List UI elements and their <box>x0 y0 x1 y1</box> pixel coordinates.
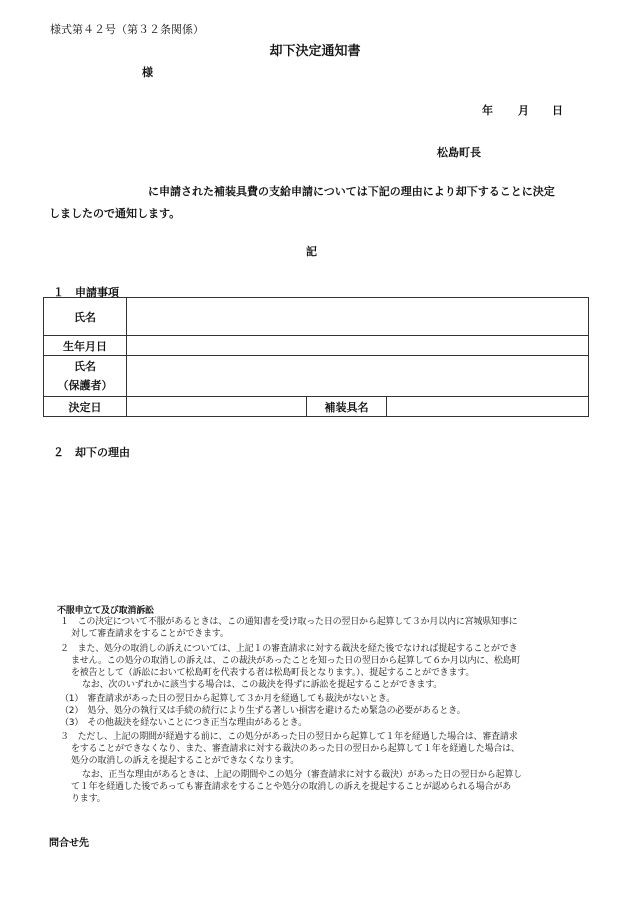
addressee-suffix: 様 <box>142 66 153 79</box>
section2-heading: ２ 却下の理由 <box>53 446 130 459</box>
label-decision-date: 決定日 <box>44 397 127 417</box>
value-name <box>127 298 589 336</box>
appeal-title: 不服申立て及び取消訴訟 <box>57 606 154 616</box>
appeal-line: 処分の取消しの訴えを提起することができなくなります。 <box>71 756 300 766</box>
appeal-line: なお、次のいずれかに該当する場合は、この裁決を得ずに訴訟を提起することができます。 <box>82 680 443 690</box>
notice-body-line2: しましたので通知します。 <box>49 207 181 220</box>
appeal-line: ります。 <box>71 794 106 804</box>
appeal-line: をすることができなくなり、また、審査請求に対する裁決のあった日の翌日から起算して１年を経過した場合は、 <box>71 744 520 754</box>
appeal-line: て１年を経過した後であっても審査請求をすることや処分の取消しの訴えを提起することが認められる場合があ <box>71 782 511 792</box>
label-birth: 生年月日 <box>44 336 127 356</box>
value-birth <box>127 336 589 356</box>
appeal-line: （2） 処分、処分の執行又は手続の続行により生ずる著しい損害を避けるため緊急の必要があるとき。 <box>60 706 466 716</box>
appeal-line: ません。この処分の取消しの訴えは、この裁決があったことを知った日の翌日から起算して６か月以内に、松島町 <box>71 656 521 666</box>
label-guardian: （保護者） <box>57 379 113 392</box>
date-day: 日 <box>552 104 563 117</box>
label-device: 補装具名 <box>307 397 387 417</box>
value-device <box>387 397 589 417</box>
appeal-line: （1） 審査請求があった日の翌日から起算して３か月を経過しても裁決がないとき。 <box>60 694 395 704</box>
contact-label: 問合せ先 <box>49 838 89 849</box>
section1-heading: １ 申請事項 <box>53 286 119 299</box>
application-table <box>43 297 589 417</box>
label-name: 氏名 <box>44 298 127 336</box>
appeal-line: を被告として（訴訟において松島町を代表する者は松島町長となります。）、提起することができます。 <box>71 668 475 678</box>
appeal-line: ３ ただし、上記の期間が経過する前に、この処分があった日の翌日から起算して１年を経過した場合は、審査請求 <box>60 732 518 742</box>
row-guardian <box>44 356 589 397</box>
appeal-line: 対して審査請求をすることができます。 <box>71 629 229 639</box>
label-guardian-cell <box>44 356 127 397</box>
appeal-line: （3） その他裁決を経ないことにつき正当な理由があるとき。 <box>60 718 307 728</box>
appeal-line: なお、正当な理由があるときは、上記の期間やこの処分（審査請求に対する裁決）があった日の翌日から起算し <box>82 770 522 780</box>
date-month: 月 <box>518 104 529 117</box>
issuer: 松島町長 <box>437 146 481 159</box>
appeal-line: １ この決定について不服があるときは、この通知書を受け取った日の翌日から起算して３か月以内に宮城県知事に <box>60 617 518 627</box>
document-title: 却下決定通知書 <box>269 44 361 59</box>
appeal-line: ２ また、処分の取消しの訴えについては、上記１の審査請求に対する裁決を経た後でなければ提起することができ <box>60 644 518 654</box>
label-guardian-name: 氏名 <box>74 360 96 373</box>
form-number: 様式第４２号（第３２条関係） <box>50 23 204 36</box>
row-birth <box>44 336 589 356</box>
notice-body-line1: に申請された補装具費の支給申請については下記の理由により却下することに決定 <box>148 185 555 198</box>
row-name <box>44 298 589 336</box>
value-decision-date <box>127 397 307 417</box>
row-decision <box>44 397 589 417</box>
ki-marker: 記 <box>306 245 317 258</box>
date-year: 年 <box>482 104 493 117</box>
value-guardian <box>127 356 589 397</box>
